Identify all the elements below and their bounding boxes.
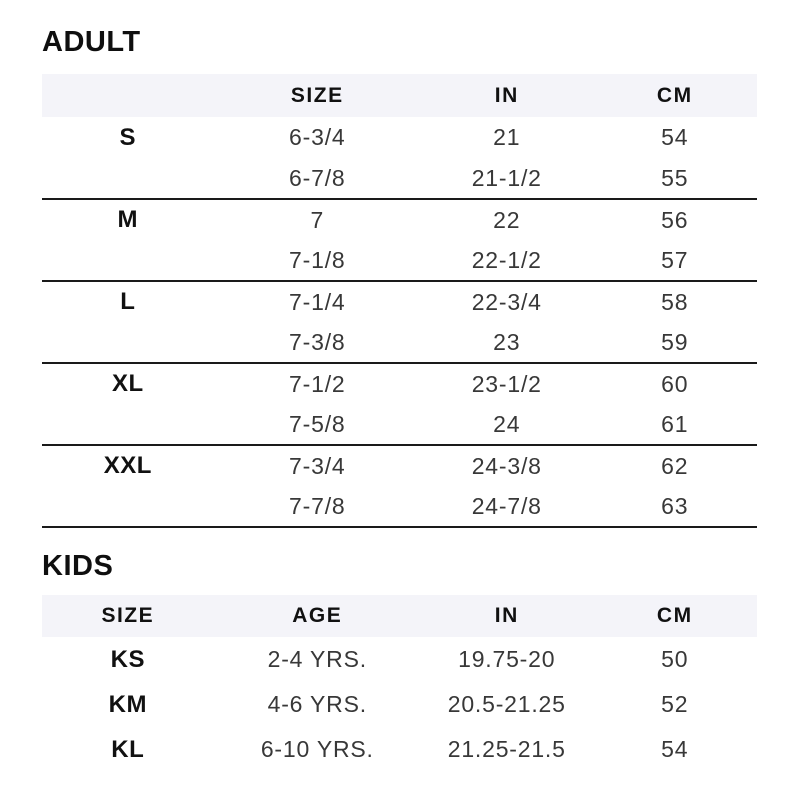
size-label-cell: S (119, 123, 137, 151)
kids-header-row (42, 595, 757, 637)
cm-value-cell: 52 (661, 691, 689, 717)
cm-value-cell: 55 (593, 158, 757, 199)
in-value-cell: 19.75-20 (458, 646, 556, 672)
cm-value-cell: 60 (661, 370, 689, 397)
in-value-cell: 23-1/2 (471, 370, 542, 397)
adult-header-row (42, 74, 757, 117)
in-value-cell: 22-1/2 (421, 240, 593, 281)
column-header-size: SIZE (214, 74, 421, 117)
age-value-cell: 4-6 YRS. (267, 691, 367, 717)
in-value-cell: 24-3/8 (471, 452, 542, 479)
size-label-cell: KM (108, 690, 147, 718)
size-value-cell: 6-3/4 (289, 124, 346, 150)
kids-section-title: KIDS (42, 550, 114, 582)
in-value-cell: 22-3/4 (471, 288, 542, 315)
table-row (42, 486, 757, 527)
cm-value-cell: 57 (593, 240, 757, 281)
in-value-cell: 23 (421, 322, 593, 363)
size-label-cell: KS (110, 645, 145, 673)
column-header-cm: CM (593, 595, 757, 637)
size-label-cell (42, 240, 214, 281)
size-value-cell: 7-3/4 (289, 452, 346, 479)
cm-value-cell: 58 (661, 288, 689, 315)
cm-value-cell: 63 (593, 486, 757, 527)
cm-value-cell: 62 (661, 452, 689, 479)
cm-value-cell: 59 (593, 322, 757, 363)
kids-size-table (42, 595, 757, 772)
table-row (42, 281, 757, 322)
in-value-cell: 21.25-21.5 (447, 736, 566, 762)
table-row (42, 445, 757, 486)
in-value-cell: 24 (421, 404, 593, 445)
table-row (42, 404, 757, 445)
in-value-cell: 21-1/2 (421, 158, 593, 199)
size-value-cell: 7-1/2 (289, 370, 346, 397)
size-label-cell (42, 486, 214, 527)
size-label-cell: M (117, 206, 139, 233)
in-value-cell: 22 (493, 206, 521, 233)
column-header-empty (42, 74, 214, 117)
adult-section-title: ADULT (42, 26, 141, 58)
table-row (42, 682, 757, 727)
size-value-cell: 7-7/8 (214, 486, 421, 527)
age-value-cell: 6-10 YRS. (260, 736, 374, 762)
adult-size-table (42, 74, 757, 528)
size-value-cell: 7 (310, 206, 325, 233)
column-header-cm: CM (593, 74, 757, 117)
in-value-cell: 20.5-21.25 (447, 691, 566, 717)
size-label-cell (42, 158, 214, 199)
column-header-size: SIZE (42, 595, 214, 637)
in-value-cell: 24-7/8 (421, 486, 593, 527)
table-row (42, 158, 757, 199)
size-value-cell: 7-5/8 (214, 404, 421, 445)
cm-value-cell: 54 (661, 736, 689, 762)
size-label-cell: XXL (103, 452, 152, 479)
size-label-cell (42, 322, 214, 363)
size-label-cell: L (120, 288, 136, 315)
size-value-cell: 6-7/8 (214, 158, 421, 199)
cm-value-cell: 54 (661, 124, 689, 150)
size-value-cell: 7-1/8 (214, 240, 421, 281)
age-value-cell: 2-4 YRS. (267, 646, 367, 672)
table-row (42, 322, 757, 363)
cm-value-cell: 50 (661, 646, 689, 672)
column-header-age: AGE (214, 595, 421, 637)
table-row (42, 363, 757, 404)
size-value-cell: 7-1/4 (289, 288, 346, 315)
size-label-cell (42, 404, 214, 445)
table-row (42, 240, 757, 281)
size-label-cell: XL (111, 370, 144, 397)
column-header-in: IN (421, 595, 593, 637)
size-value-cell: 7-3/8 (214, 322, 421, 363)
table-row (42, 117, 757, 158)
column-header-in: IN (421, 74, 593, 117)
in-value-cell: 21 (493, 124, 521, 150)
table-row (42, 637, 757, 682)
size-label-cell: KL (111, 735, 145, 763)
cm-value-cell: 56 (661, 206, 689, 233)
cm-value-cell: 61 (593, 404, 757, 445)
table-row (42, 727, 757, 772)
table-row (42, 199, 757, 240)
